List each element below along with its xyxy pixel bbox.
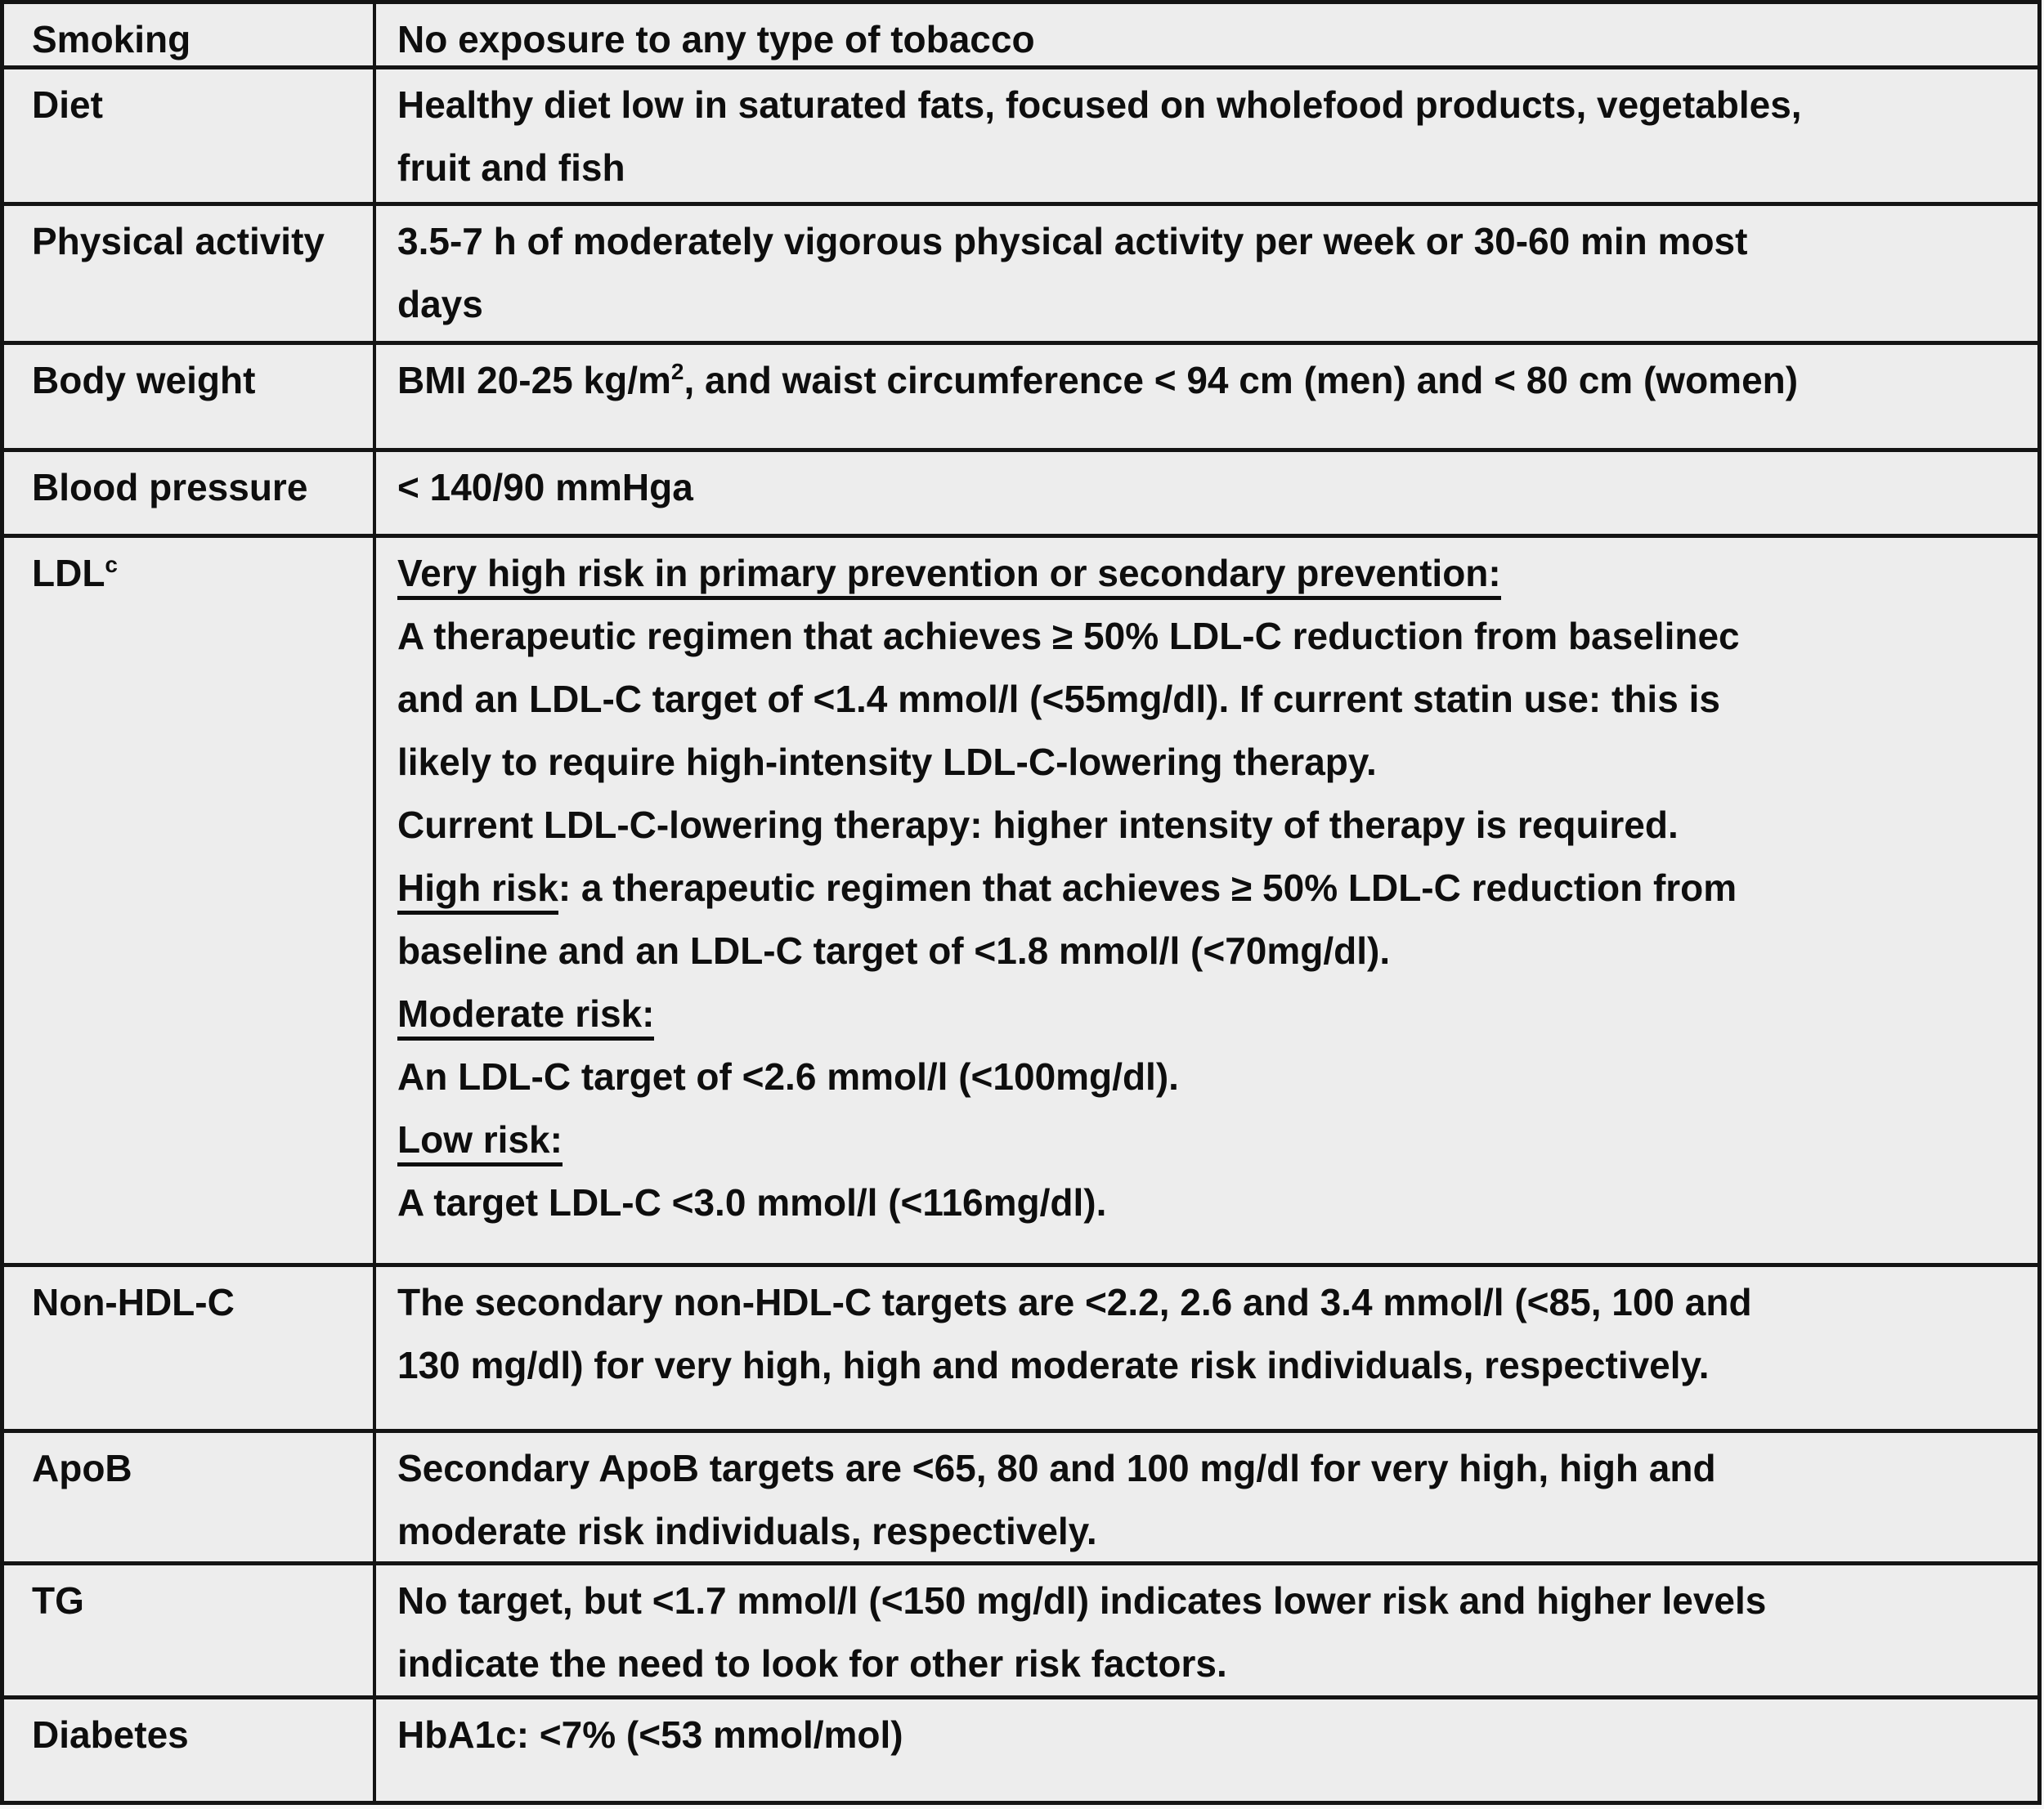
- text-line: [397, 1171, 2024, 1234]
- text-segment: Healthy diet low in saturated fats, focused on wholefood products, vegetables,: [397, 83, 1802, 126]
- table-row-non-hdl-c: [4, 1267, 2037, 1433]
- row-label-tg: [4, 1565, 376, 1695]
- row-content-tg: [376, 1565, 2037, 1695]
- row-label-ldl: [4, 538, 376, 1263]
- table-row-body-weight: [4, 345, 2037, 452]
- text-segment: Non-HDL-C: [32, 1281, 235, 1323]
- text-segment: A therapeutic regimen that achieves ≥ 50% LDL-C reduction from baselinec: [397, 615, 1740, 657]
- text-segment: Smoking: [32, 18, 191, 60]
- text-line: [397, 794, 2024, 857]
- text-line: [397, 1569, 2024, 1632]
- text-segment: baseline and an LDL-C target of <1.8 mmol/l (<70mg/dl).: [397, 929, 1391, 972]
- text-segment: Secondary ApoB targets are <65, 80 and 100 mg/dl for very high, high and: [397, 1447, 1716, 1489]
- text-segment: Diet: [32, 83, 103, 126]
- text-line: [397, 349, 2024, 412]
- text-line: [397, 668, 2024, 731]
- text-line: [397, 1500, 2024, 1563]
- row-content-physical-activity: [376, 206, 2037, 341]
- table-row-smoking: [4, 4, 2037, 69]
- row-label-text: [32, 456, 366, 519]
- text-segment: Diabetes: [32, 1713, 189, 1756]
- text-line: [397, 542, 2024, 605]
- text-segment: HbA1c: <7% (<53 mmol/mol): [397, 1713, 903, 1756]
- text-segment: days: [397, 283, 483, 325]
- table-row-tg: [4, 1565, 2037, 1699]
- underlined-text: Low risk:: [397, 1118, 563, 1166]
- row-label-text: [32, 1271, 366, 1334]
- text-segment: BMI 20-25 kg/m: [397, 359, 671, 401]
- text-segment: , and waist circumference < 94 cm (men) and < 80 cm (women): [684, 359, 1799, 401]
- text-line: [397, 731, 2024, 794]
- superscript-text: 2: [670, 359, 684, 384]
- row-label-text: [32, 8, 366, 71]
- row-label-blood-pressure: [4, 452, 376, 534]
- table-row-blood-pressure: [4, 452, 2037, 538]
- text-line: [397, 137, 2024, 199]
- row-label-text: [32, 1569, 366, 1632]
- text-segment: 130 mg/dl) for very high, high and moderate risk individuals, respectively.: [397, 1344, 1710, 1386]
- text-line: [397, 1632, 2024, 1695]
- text-line: [397, 983, 2024, 1046]
- row-label-diabetes: [4, 1699, 376, 1801]
- text-segment: fruit and fish: [397, 146, 625, 189]
- text-segment: No target, but <1.7 mmol/l (<150 mg/dl) indicates lower risk and higher levels: [397, 1579, 1767, 1622]
- row-content-body-weight: [376, 345, 2037, 448]
- row-label-smoking: [4, 4, 376, 65]
- text-line: [397, 1334, 2024, 1397]
- row-label-text: [32, 1437, 366, 1500]
- text-line: [397, 1704, 2024, 1766]
- table-row-diabetes: [4, 1699, 2037, 1801]
- table-row-apob: [4, 1433, 2037, 1565]
- text-segment: moderate risk individuals, respectively.: [397, 1510, 1097, 1552]
- text-segment: Blood pressure: [32, 466, 308, 508]
- underlined-text: High risk: [397, 866, 558, 915]
- text-segment: An LDL-C target of <2.6 mmol/l (<100mg/dl).: [397, 1055, 1179, 1098]
- row-label-text: [32, 542, 366, 605]
- row-label-text: [32, 349, 366, 412]
- row-label-body-weight: [4, 345, 376, 448]
- text-line: [397, 1046, 2024, 1108]
- table-row-physical-activity: [4, 206, 2037, 345]
- table-row-diet: [4, 69, 2037, 206]
- text-segment: likely to require high-intensity LDL-C-lowering therapy.: [397, 741, 1377, 783]
- text-segment: The secondary non-HDL-C targets are <2.2, 2.6 and 3.4 mmol/l (<85, 100 and: [397, 1281, 1752, 1323]
- text-line: [397, 74, 2024, 137]
- underlined-text: Very high risk in primary prevention or secondary prevention:: [397, 552, 1501, 600]
- text-line: [397, 273, 2024, 336]
- row-content-apob: [376, 1433, 2037, 1561]
- row-label-text: [32, 1704, 366, 1766]
- text-line: [397, 1437, 2024, 1500]
- row-label-text: [32, 74, 366, 137]
- text-line: [397, 920, 2024, 983]
- text-segment: No exposure to any type of tobacco: [397, 18, 1035, 60]
- text-line: [397, 210, 2024, 273]
- row-content-diet: [376, 69, 2037, 202]
- text-line: [397, 456, 2024, 519]
- text-line: [397, 1271, 2024, 1334]
- row-content-blood-pressure: [376, 452, 2037, 534]
- text-line: [397, 8, 2024, 71]
- underlined-text: Moderate risk:: [397, 992, 654, 1041]
- text-segment: indicate the need to look for other risk factors.: [397, 1642, 1227, 1685]
- text-segment: A target LDL-C <3.0 mmol/l (<116mg/dl).: [397, 1181, 1107, 1224]
- row-content-smoking: [376, 4, 2037, 65]
- text-segment: < 140/90 mmHga: [397, 466, 693, 508]
- row-label-diet: [4, 69, 376, 202]
- text-segment: Current LDL-C-lowering therapy: higher intensity of therapy is required.: [397, 804, 1679, 846]
- row-content-ldl: [376, 538, 2037, 1263]
- row-label-non-hdl-c: [4, 1267, 376, 1429]
- text-line: [397, 857, 2024, 920]
- superscript-text: c: [105, 552, 118, 577]
- text-line: [397, 1108, 2024, 1171]
- row-content-diabetes: [376, 1699, 2037, 1801]
- row-label-apob: [4, 1433, 376, 1561]
- text-segment: Physical activity: [32, 220, 325, 262]
- text-segment: and an LDL-C target of <1.4 mmol/l (<55mg/dl). If current statin use: this is: [397, 678, 1720, 720]
- text-segment: 3.5-7 h of moderately vigorous physical activity per week or 30-60 min most: [397, 220, 1748, 262]
- text-line: [397, 605, 2024, 668]
- row-label-text: [32, 210, 366, 273]
- text-segment: : a therapeutic regimen that achieves ≥ 50% LDL-C reduction from: [558, 866, 1737, 909]
- text-segment: ApoB: [32, 1447, 132, 1489]
- row-label-physical-activity: [4, 206, 376, 341]
- table-row-ldl: [4, 538, 2037, 1267]
- text-segment: LDL: [32, 552, 105, 594]
- row-content-non-hdl-c: [376, 1267, 2037, 1429]
- text-segment: Body weight: [32, 359, 256, 401]
- text-segment: TG: [32, 1579, 84, 1622]
